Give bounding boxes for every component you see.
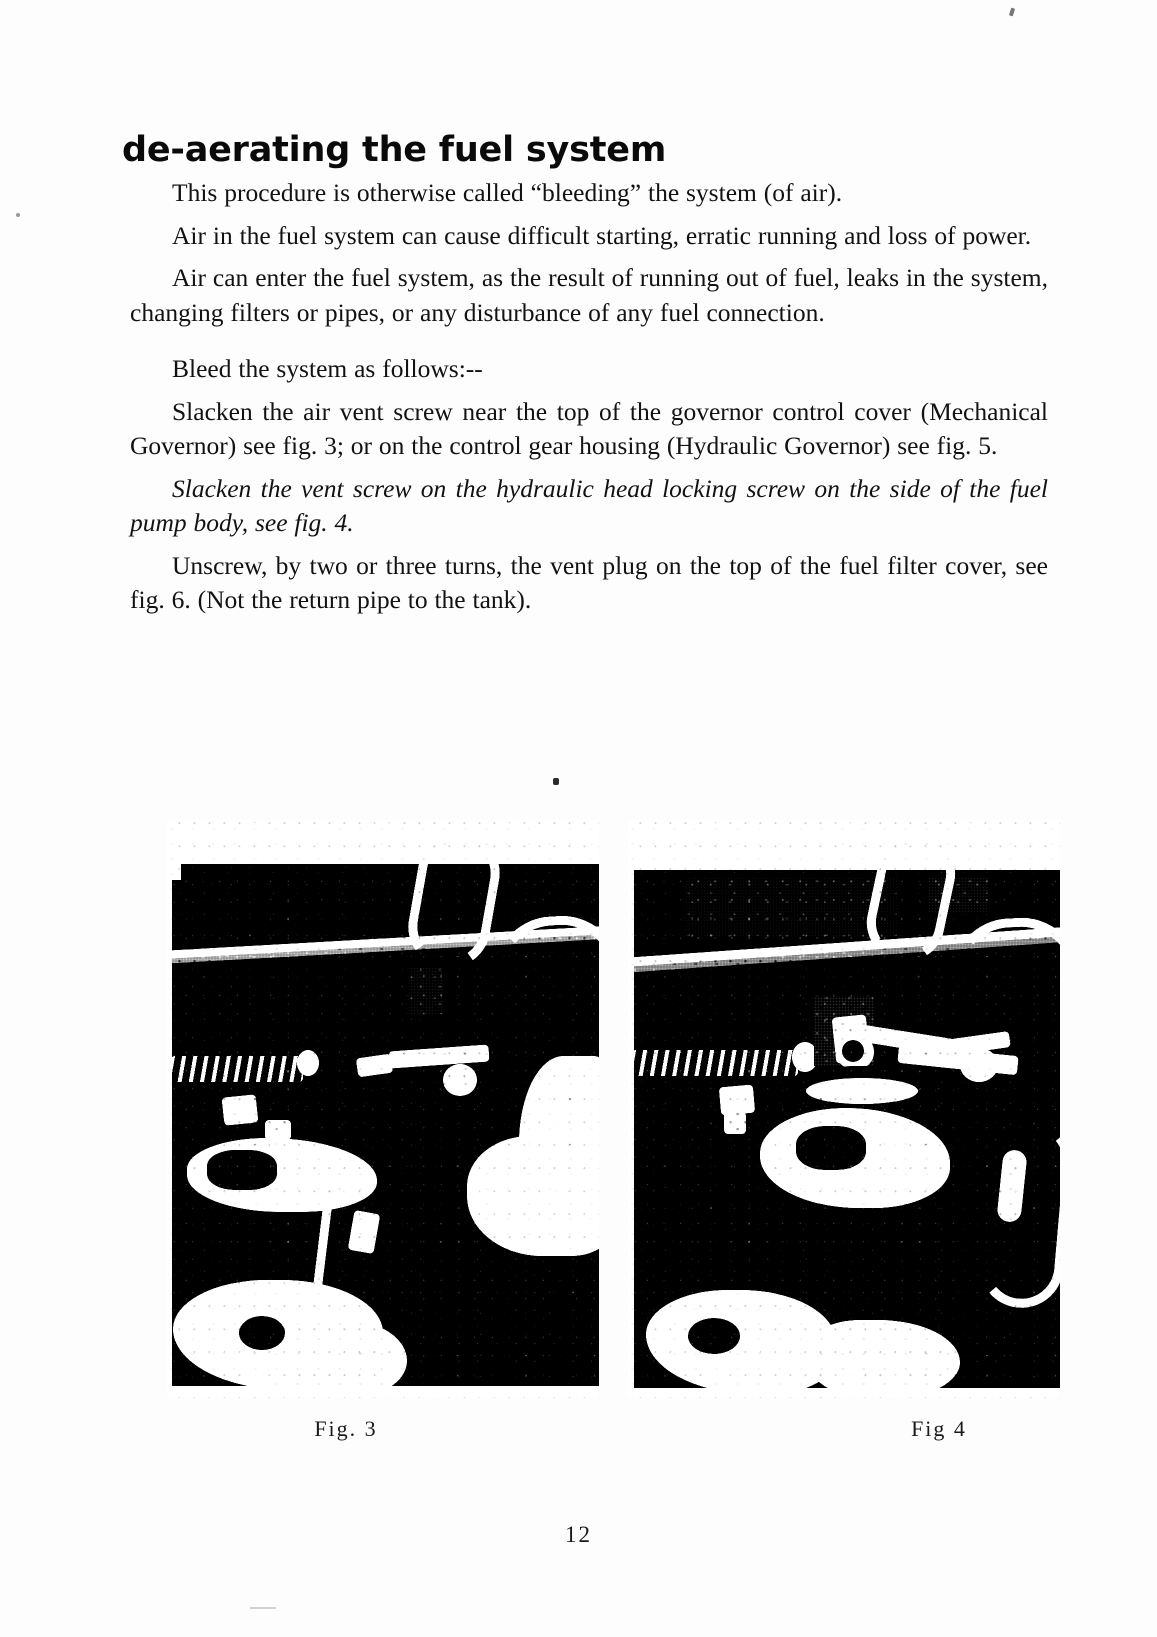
page-title: de-aerating the fuel system: [122, 130, 667, 171]
scan-speck-icon: [1009, 8, 1015, 17]
photo-fig4: [628, 820, 1060, 1398]
figure-caption-fig3: Fig. 3: [314, 1416, 378, 1441]
figure-caption-fig4: Fig 4: [911, 1416, 967, 1441]
paragraph-slacken-air-vent-screw: Slacken the air vent screw near the top of the governor control cover (Mechanical Governor) see fig. 3; or on the control gear housing (Hydraulic Governor) see fig. 5.: [130, 396, 1048, 460]
paragraph-unscrew-vent-plug: Unscrew, by two or three turns, the vent plug on the top of the fuel filter cover, see fig. 6. (Not the return pipe to the tank).: [130, 550, 1048, 614]
body-text-column: [130, 176, 1048, 626]
page-number: 12: [565, 1522, 592, 1547]
figure-block: [0, 804, 1157, 1504]
figure-fig4: [628, 820, 1060, 1441]
paragraph-slacken-vent-screw-italic: Slacken the vent screw on the hydraulic head locking screw on the side of the fuel pump body, see fig. 4.: [130, 473, 1048, 537]
scan-speck-icon: [553, 778, 559, 785]
scan-speck-icon: [16, 213, 20, 217]
paragraph-bleed-lead-in: Bleed the system as follows:--: [172, 354, 483, 383]
scan-speck-icon: [250, 1607, 276, 1609]
photo-fig3: [167, 820, 599, 1398]
figure-fig3: [167, 820, 599, 1441]
paragraph-intro: This procedure is otherwise called “bleeding” the system (of air).: [172, 178, 843, 207]
paragraph-air-entry: Air can enter the fuel system, as the result of running out of fuel, leaks in the system, changing filters or pipes, or any disturbance of any fuel connection.: [130, 263, 1048, 327]
paragraph-air-effects: Air in the fuel system can cause difficult starting, erratic running and loss of power.: [172, 220, 1032, 250]
